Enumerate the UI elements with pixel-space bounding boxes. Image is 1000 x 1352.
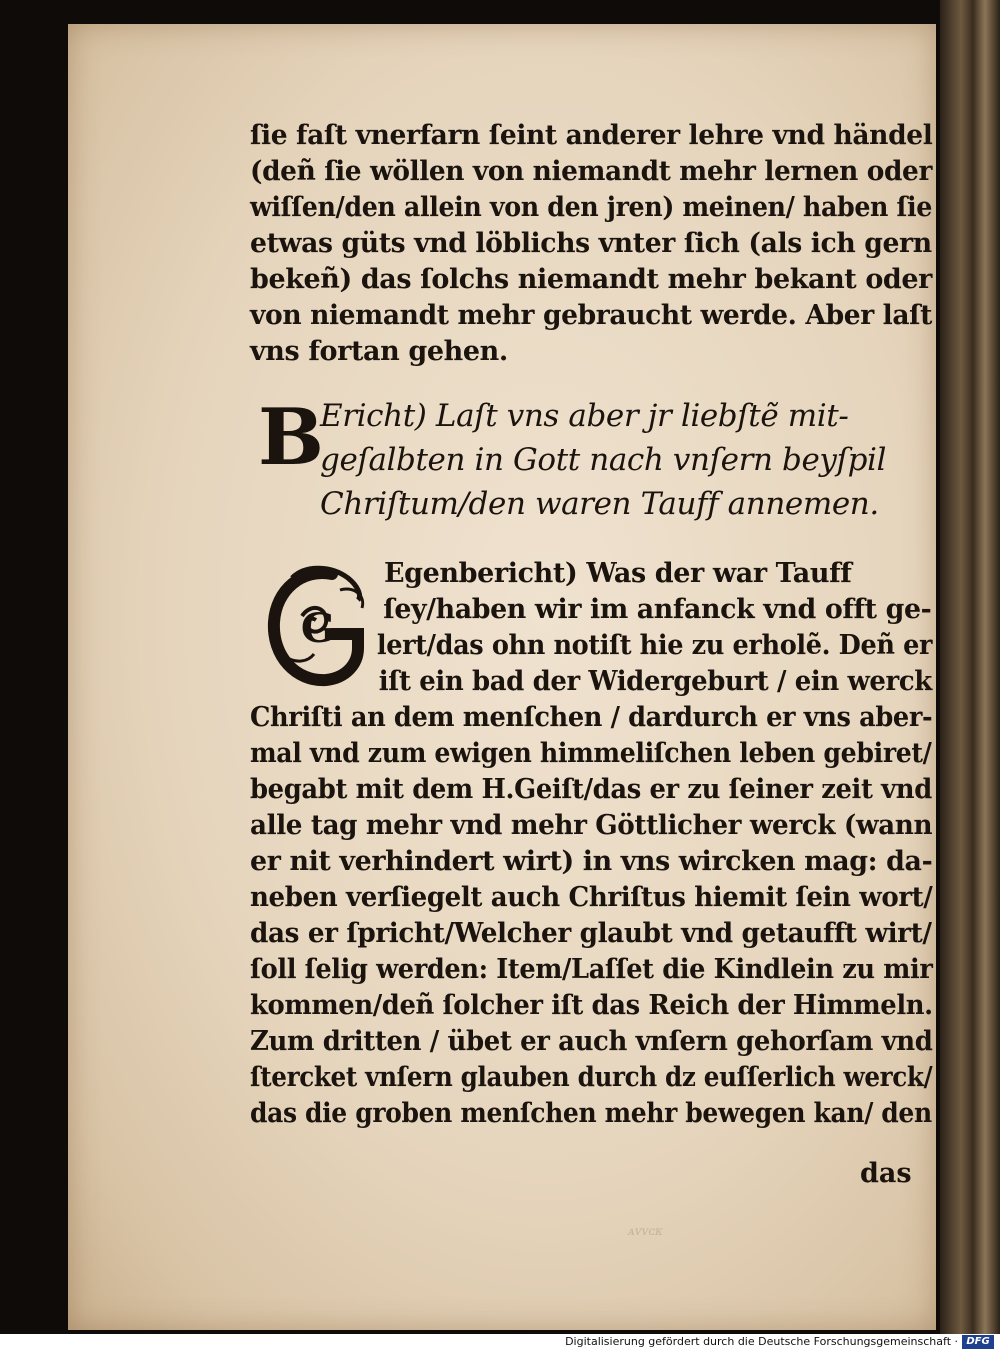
decorated-initial-icon (262, 560, 374, 690)
text-line: lert/das ohn notiſt hie zu erholẽ. Deñ er (376, 630, 933, 661)
book-edge (940, 0, 1000, 1334)
footer-bar (0, 1334, 1000, 1352)
text-line: (deñ ſie wöllen von niemandt mehr lernen oder (250, 156, 932, 187)
initial-letter-b: B (258, 392, 324, 483)
heading-line: geſalbten in Gott nach vnſern beyſpil (320, 442, 887, 478)
text-line: vns fortan gehen. (250, 336, 508, 367)
dfg-logo: DFG (962, 1335, 994, 1349)
text-line: Chriſti an dem menſchen / dardurch er vns aber- (250, 702, 933, 733)
text-line: mal vnd zum ewigen himmeliſchen leben gebiret/ (250, 738, 932, 769)
text-line: begabt mit dem H.Geiſt/das er zu ſeiner zeit vnd (250, 774, 932, 805)
text-line: neben verſiegelt auch Chriſtus hiemit ſein wort/ (250, 882, 933, 913)
text-line: das die groben menſchen mehr bewegen kan/ den (250, 1098, 932, 1129)
paragraph-gap (250, 526, 940, 556)
text-line: alle tag mehr vnd mehr Göttlicher werck (wann (250, 810, 933, 841)
text-line: Egenbericht) Was der war Tauff (384, 558, 852, 589)
text-line: er nit verhindert wirt) in vns wircken mag: da- (250, 846, 933, 877)
text-line: das er ſpricht/Welcher glaubt vnd getaufft wirt/ (250, 918, 932, 949)
text-line: kommen/deñ ſolcher iſt das Reich der Himmeln. (250, 990, 933, 1021)
text-line: bekeñ) das ſolchs niemandt mehr bekant oder (250, 264, 932, 295)
text-line: ſoll ſelig werden: Item/Laſſet die Kindlein zu mir (250, 954, 933, 985)
paragraph-gap (250, 370, 940, 394)
text-line: von niemandt mehr gebraucht werde. Aber laſt (250, 300, 933, 331)
funding-credit: Digitalisierung gefördert durch die Deutsche Forschungsgemeinschaft · (565, 1335, 958, 1348)
heading-block (250, 394, 940, 526)
heading-line: Chriſtum/den waren Tauff annemen. (320, 486, 879, 522)
paragraph-1 (250, 118, 940, 370)
text-line: ſtercket vnſern glauben durch dz euſſerlich werck/ (250, 1062, 933, 1093)
text-line: Zum dritten / übet er auch vnſern gehorſam vnd (250, 1026, 933, 1057)
catchword: das (860, 1158, 912, 1189)
ornamental-initial-g (262, 560, 374, 690)
text-line: wiſſen/den allein von den jren) meinen/ haben ſie (250, 192, 933, 223)
heading-line: Ericht) Laſt vns aber jr liebſtẽ mit- (320, 398, 849, 434)
text-line: ſie faſt vnerfarn ſeint anderer lehre vnd händel (250, 120, 933, 151)
text-line: etwas güts vnd löblichs vnter ſich (als ich gern (250, 228, 932, 259)
initial-letter-g: G (300, 605, 336, 652)
marginal-mark: ᴀᴠᴠᴄᴋ (628, 1224, 663, 1238)
text-line: ſey/haben wir im anfanck vnd offt ge- (383, 594, 932, 625)
text-line: iſt ein bad der Widergeburt / ein werck (378, 666, 932, 697)
